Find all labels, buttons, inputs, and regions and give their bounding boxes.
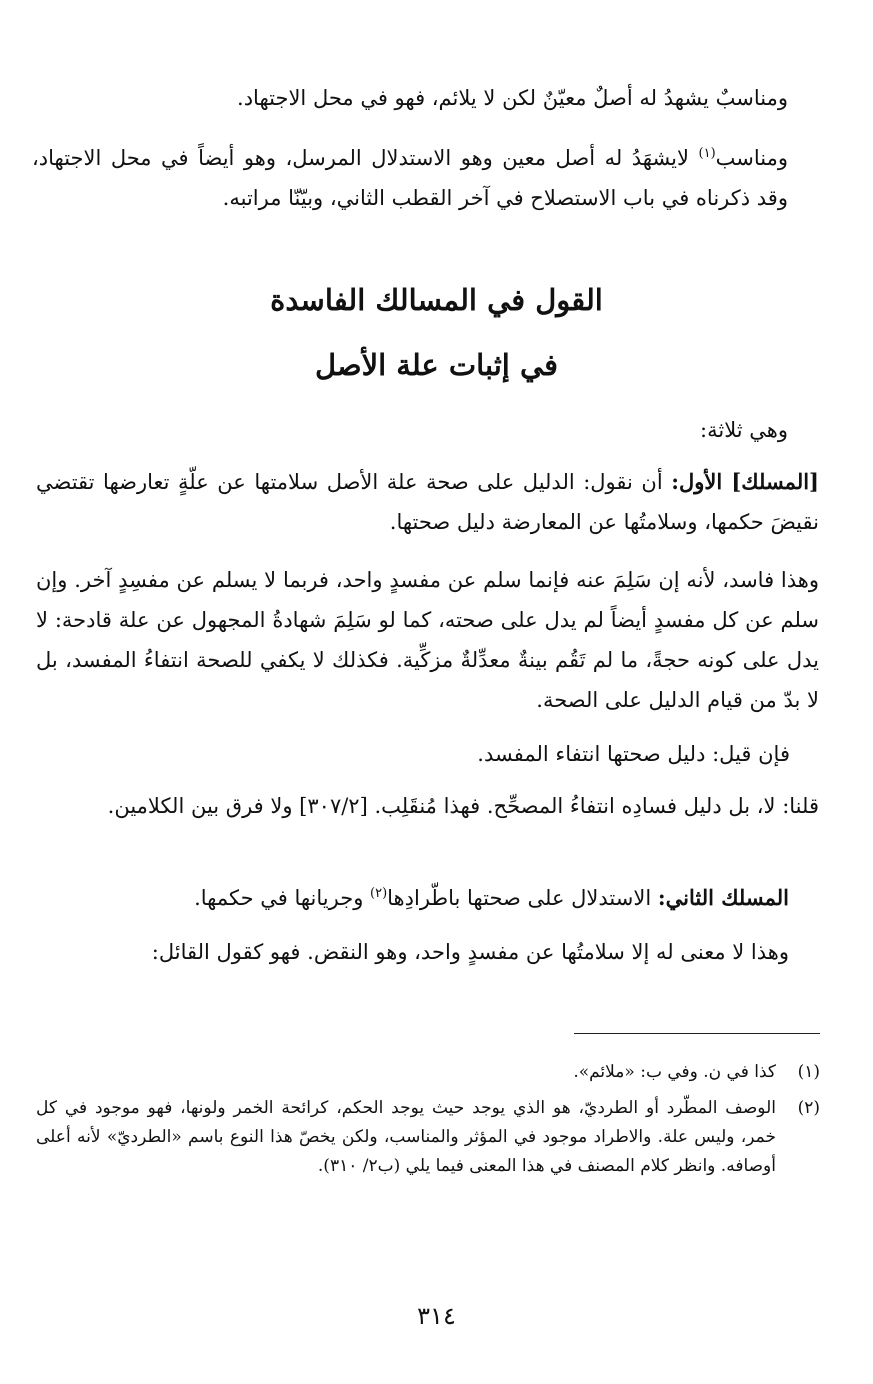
paragraph-2 <box>32 138 788 218</box>
footnote-2-number: (٢) <box>797 1098 820 1118</box>
footnote-1-text: كذا في ن. وفي ب: «ملائم». <box>573 1062 776 1082</box>
paragraph-9-text: وهذا لا معنى له إلا سلامتُها عن مفسدٍ واحد، وهو النقض. فهو كقول القائل: <box>151 940 789 964</box>
footnote-separator <box>574 1033 820 1034</box>
paragraph-3-text: وهي ثلاثة: <box>700 418 788 442</box>
paragraph-5 <box>36 560 819 720</box>
paragraph-7 <box>36 786 819 826</box>
paragraph-8-text-start: الاستدلال على صحتها باطّرادِها <box>387 886 658 910</box>
paragraph-9 <box>36 932 789 972</box>
paragraph-1 <box>148 78 788 118</box>
paragraph-4 <box>36 462 819 542</box>
paragraph-7-text: قلنا: لا، بل دليل فسادِه انتفاءُ المصحِّح. فهذا مُنقَلِب. [٣٠٧/٢] ولا فرق بين الكلامين. <box>107 794 819 818</box>
paragraph-2-text-end: لايشهَدُ له أصل معين وهو الاستدلال المرسل، وهو أيضاً في محل الاجتهاد، وقد ذكرناه في باب الاستصلاح في آخر القطب الثاني، وبيّنّا مراتبه. <box>32 146 788 210</box>
footnote-2-text: الوصف المطّرد أو الطرديّ، هو الذي يوجد حيث يوجد الحكم، كرائحة الخمر ولونها، فهو موجود في كل خمر، وليس علة. والاطراد موجود في المؤثر والمناسب، ولكن يخصّ هذا النوع باسم «الطرديّ» لأنه أعلى أوصافه. وانظر كلام المصنف في هذا المعنى فيما يلي (ب٢/ ٣١٠). <box>36 1098 776 1176</box>
section-heading-line-1: القول في المسالك الفاسدة <box>270 283 603 317</box>
footnote-1-number: (١) <box>797 1062 820 1082</box>
section-heading-line-2: في إثبات علة الأصل <box>315 348 558 382</box>
footnote-2 <box>36 1094 820 1181</box>
paragraph-5-text: وهذا فاسد، لأنه إن سَلِمَ عنه فإنما سلم عن مفسدٍ واحد، فربما لا يسلم عن مفسِدٍ آخر. وإن سلم عن كل مفسدٍ أيضاً لم يدل على صحته، كما لو سَلِمَ شهادةُ المجهول عن علة قادحة: لا يدل على كونه حجةً، ما لم تَقُم بينةٌ معدِّلةٌ مزكِّية. فكذلك لا يكفي للصحة انتفاءُ المفسد، بل لا بدّ من قيام الدليل على الصحة. <box>36 568 819 712</box>
paragraph-8-text-end: وجريانها في حكمها. <box>194 886 371 910</box>
paragraph-6 <box>400 734 790 774</box>
paragraph-6-text: فإن قيل: دليل صحتها انتفاء المفسد. <box>477 742 790 766</box>
paragraph-4-text: أن نقول: الدليل على صحة علة الأصل سلامتها عن علّةٍ تعارضها تقتضي نقيضَ حكمها، وسلامتُها عن المعارضة دليل صحتها. <box>36 470 819 534</box>
first-method-label: [المسلك] الأول: <box>671 469 819 494</box>
footnote-ref-2[interactable]: (٢) <box>370 886 388 901</box>
paragraph-3 <box>400 410 788 450</box>
paragraph-1-text: ومناسبٌ يشهدُ له أصلٌ معيّنٌ لكن لا يلائم، فهو في محل الاجتهاد. <box>237 86 788 110</box>
footnote-ref-1[interactable]: (١) <box>698 146 716 161</box>
paragraph-2-text-start: ومناسب <box>715 146 788 170</box>
footnote-1 <box>400 1058 820 1087</box>
second-method-label: المسلك الثاني: <box>657 885 789 910</box>
page-number: ٣١٤ <box>417 1302 456 1330</box>
paragraph-8 <box>36 878 789 918</box>
